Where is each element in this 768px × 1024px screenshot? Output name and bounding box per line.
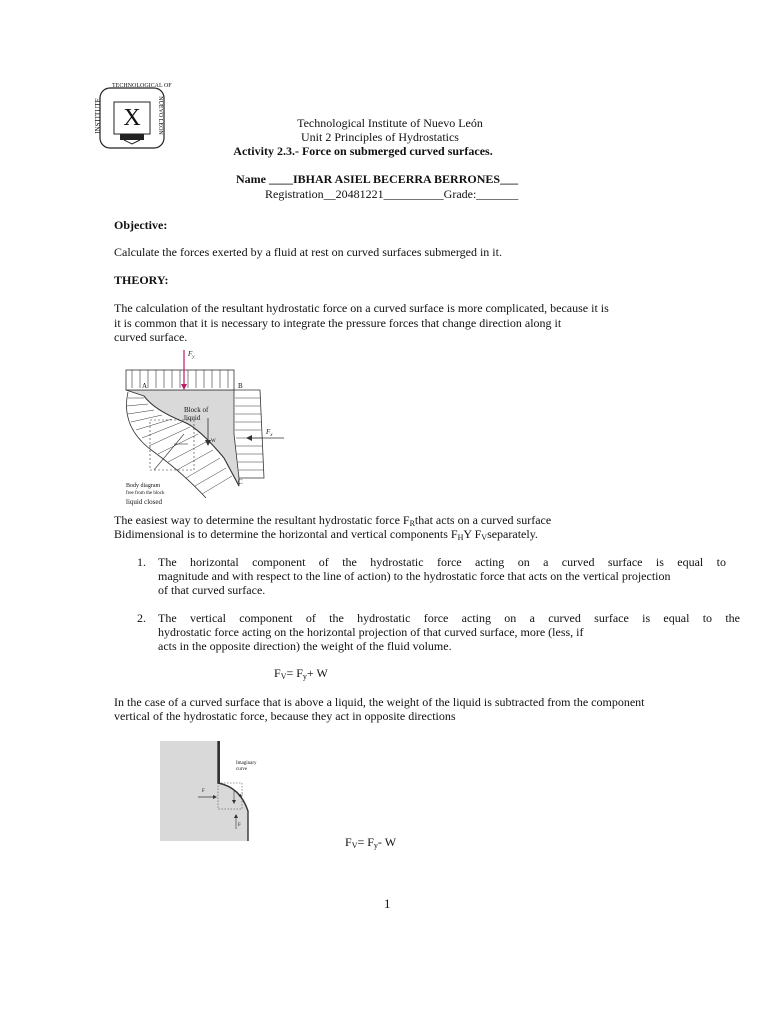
p2-line1: The easiest way to determine the resultant hydrostatic force $F_Rthat$ acts on a curved surface (114, 513, 552, 528)
unit-title: Unit 2 Principles of Hydrostatics (301, 130, 459, 144)
label-w2: W (238, 794, 243, 799)
theory-p1-line1: The calculation of the resultant hydrostatic force on a curved surface is more complicated, because it is (114, 301, 609, 315)
list-item-1-line2: magnitude and with respect to the line of action) to the hydrostatic force that acts on the vertical projection (158, 569, 671, 583)
name-line (236, 172, 518, 186)
list-item-2-line3: acts in the opposite direction) the weight of the fluid volume. (158, 639, 452, 653)
label-fx2: F (202, 789, 205, 794)
curved-surface-above-liquid-figure (160, 741, 258, 841)
label-curve: Imaginary curve (236, 761, 257, 772)
list-item-2-number: 2. (137, 611, 146, 625)
label-fy: $F_y$ (188, 350, 195, 360)
curved-surface-figure (114, 348, 294, 514)
list-item-1-line3: of that curved surface. (158, 583, 266, 597)
equation-1: $F_V= F_y+ W$ (274, 666, 328, 681)
page-number: 1 (384, 896, 391, 911)
p3-line2: vertical of the hydrostatic force, because they act in opposite directions (114, 709, 456, 723)
student-name: IBHAR ASIEL BECERRA BERRONES___ (293, 172, 519, 186)
logo-arc-left: INSTITUTE (93, 98, 102, 134)
list-item-2-line1: The vertical component of the hydrostatic force acting on a curved surface is equal to the (158, 611, 740, 625)
registration-line: Registration__20481221__________Grade:_______ (265, 187, 519, 201)
list-item-1-number: 1. (137, 555, 146, 569)
label-b: B (238, 382, 243, 390)
theory-p1-line2: it is common that it is necessary to integrate the pressure forces that change direction along it (114, 316, 562, 330)
activity-title: Activity 2.3.- Force on submerged curved surfaces. (233, 144, 493, 158)
theory-heading: THEORY: (114, 273, 169, 287)
label-w: W (211, 439, 216, 444)
list-item-1-line1: The horizontal component of the hydrostatic force acting on a curved surface is equal to (158, 555, 726, 569)
label-fx: $F_x$ (266, 428, 273, 438)
label-block: Block of liquid (184, 406, 209, 422)
figure1-caption: Body diagram free from the block liquid closed (126, 483, 165, 506)
logo-letter: X (123, 105, 141, 131)
objective-text: Calculate the forces exerted by a fluid at rest on curved surfaces submerged in it. (114, 245, 502, 259)
objective-heading: Objective: (114, 218, 168, 232)
label-a: A (142, 382, 148, 390)
institute-name: Technological Institute of Nuevo León (297, 116, 483, 130)
p3-line1: In the case of a curved surface that is above a liquid, the weight of the liquid is subtracted from the component (114, 695, 645, 709)
label-fy2: F (238, 823, 241, 828)
equation-2: $F_V= F_y-$ W (345, 835, 397, 850)
list-item-2-line2: hydrostatic force acting on the horizontal projection of that curved surface, more (less, if (158, 625, 584, 639)
p2-line2: Bidimensional is to determine the horizontal and vertical components $F_HY$ $F_Vseparately$. (114, 527, 538, 542)
label-c: C (238, 478, 243, 486)
theory-p1-line3: curved surface. (114, 330, 188, 344)
name-label: Name ____ (236, 172, 293, 186)
logo-arc-right: NUEVO LEÓN (156, 96, 163, 135)
logo-arc-top: TECHNOLOGICAL OF (112, 83, 172, 89)
